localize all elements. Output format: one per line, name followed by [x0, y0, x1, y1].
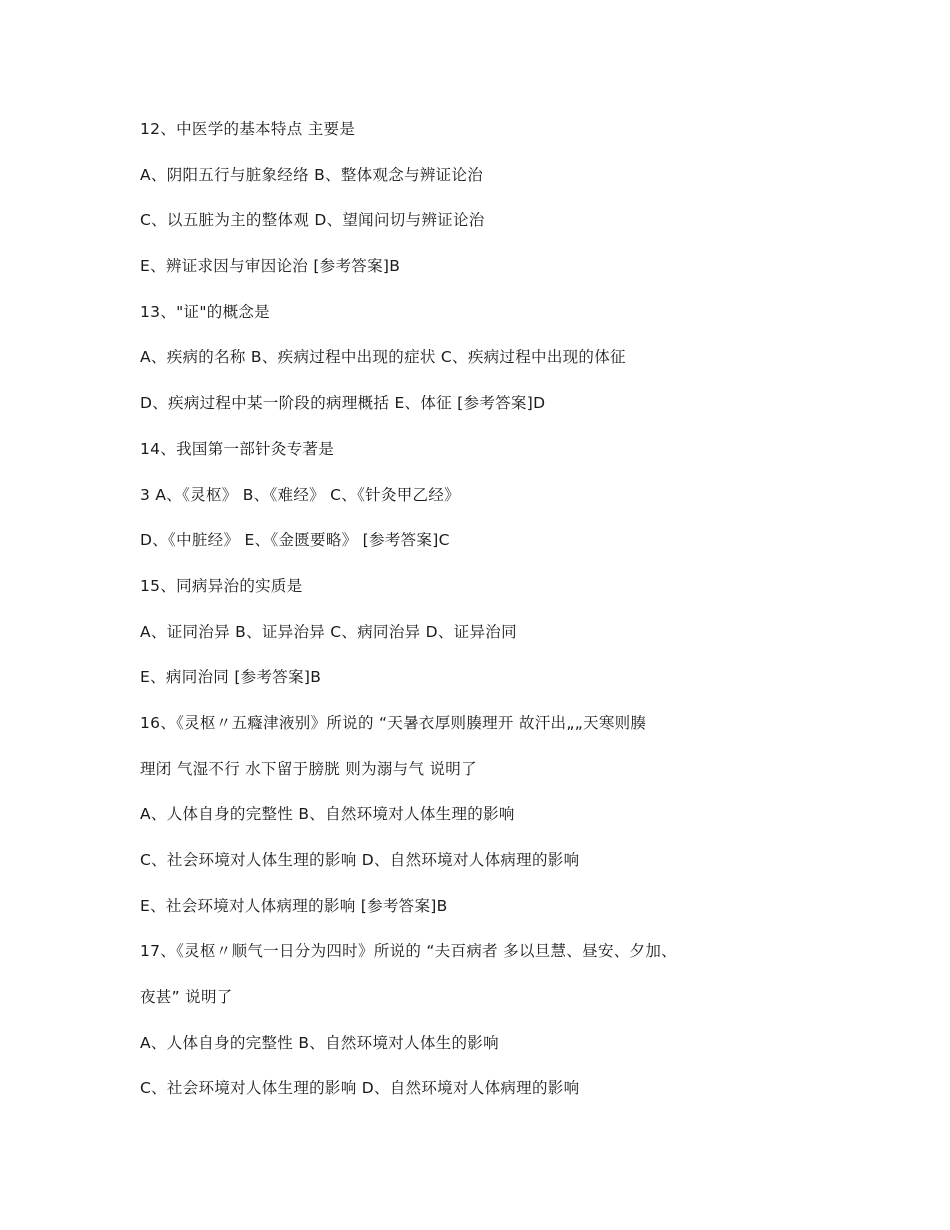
question-13-options-abc: A、疾病的名称 B、疾病过程中出现的症状 C、疾病过程中出现的体征	[140, 348, 626, 367]
question-17-stem-line-2: 夜甚” 说明了	[140, 988, 233, 1007]
question-15-options-abcd: A、证同治异 B、证异治异 C、病同治异 D、证异治同	[140, 622, 517, 641]
question-13-options-de-answer: D、疾病过程中某一阶段的病理概括 E、体征 [参考答案]D	[140, 394, 546, 413]
question-16-stem-line-2: 理闭 气湿不行 水下留于膀胱 则为溺与气 说明了	[140, 759, 477, 778]
question-17-options-ab: A、人体自身的完整性 B、自然环境对人体生的影响	[140, 1033, 499, 1052]
question-17-options-cd: C、社会环境对人体生理的影响 D、自然环境对人体病理的影响	[140, 1079, 580, 1098]
question-list	[140, 116, 920, 1121]
question-14-options-abc: 3 A、《灵枢》 B、《难经》 C、《针灸甲乙经》	[140, 485, 460, 504]
question-12-options-cd: C、以五脏为主的整体观 D、望闻问切与辨证论治	[140, 211, 485, 230]
question-15-stem: 15、同病异治的实质是	[140, 576, 303, 595]
question-12-stem: 12、中医学的基本特点 主要是	[140, 120, 356, 138]
question-14-options-de-answer: D、《中脏经》 E、《金匮要略》 [参考答案]C	[140, 531, 450, 550]
question-16-stem-line-1: 16、《灵枢〃五癃津液别》所说的 “天暑衣厚则腠理开 故汗出„„天寒则腠	[140, 713, 647, 732]
question-16-options-cd: C、社会环境对人体生理的影响 D、自然环境对人体病理的影响	[140, 851, 580, 869]
question-14-stem: 14、我国第一部针灸专著是	[140, 439, 335, 458]
question-15-option-e-answer: E、病同治同 [参考答案]B	[140, 668, 322, 687]
question-16-option-e-answer: E、社会环境对人体病理的影响 [参考答案]B	[140, 896, 448, 915]
question-16-options-ab: A、人体自身的完整性 B、自然环境对人体生理的影响	[140, 805, 515, 824]
question-12-option-e-answer: E、辨证求因与审因论治 [参考答案]B	[140, 257, 401, 276]
question-13-stem: 13、"证"的概念是	[140, 302, 270, 321]
question-17-stem-line-1: 17、《灵枢〃顺气一日分为四时》所说的 “夫百病者 多以旦慧、昼安、夕加、	[140, 942, 677, 961]
question-12-options-ab: A、阴阳五行与脏象经络 B、整体观念与辨证论治	[140, 165, 484, 184]
